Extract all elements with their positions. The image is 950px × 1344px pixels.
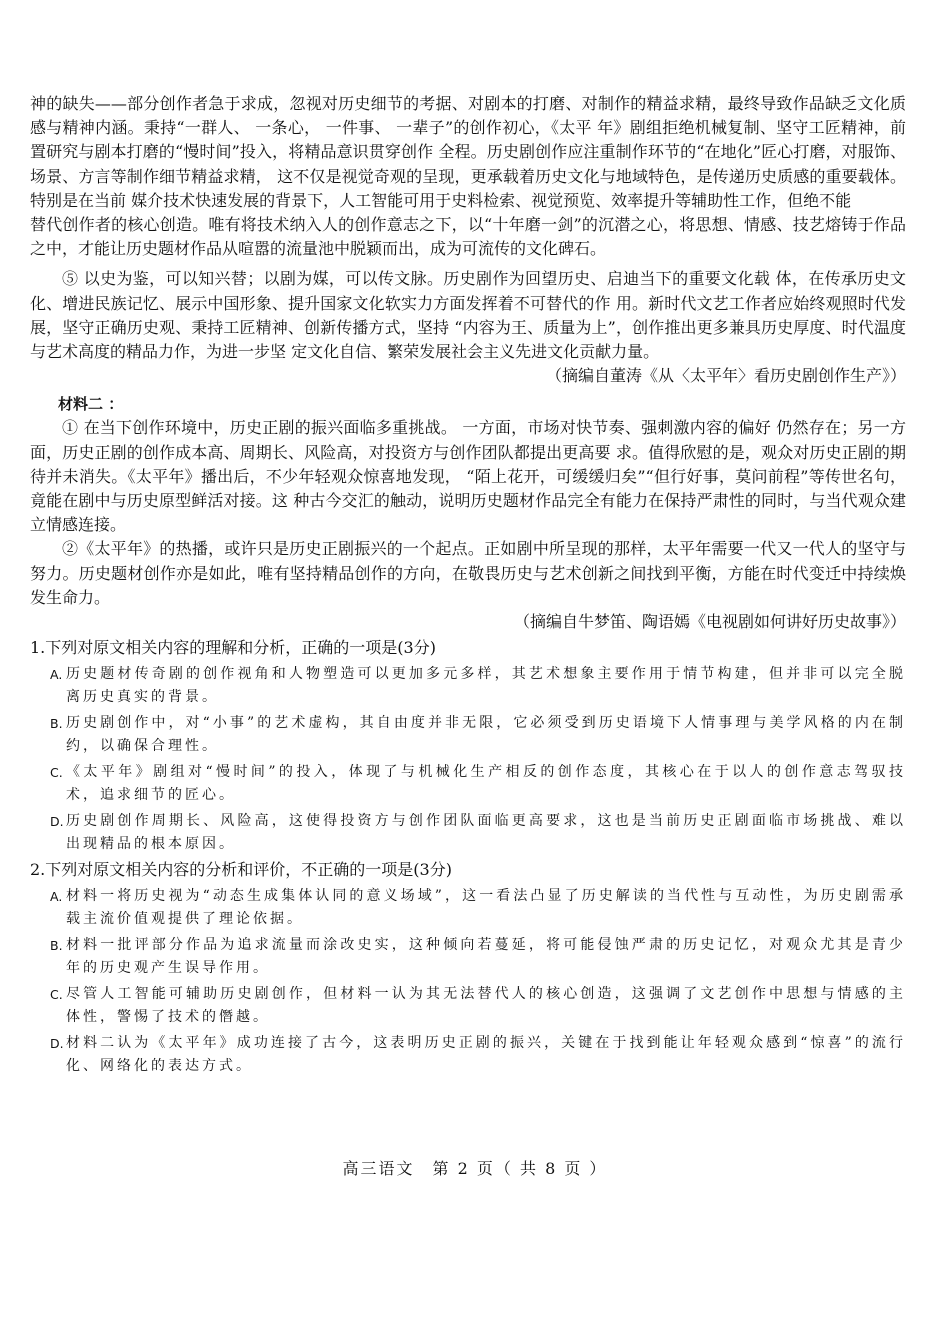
exam-page (30, 92, 906, 1078)
material1-paragraph-continued: 神的缺失——部分创作者急于求成，忽视对历史细节的考据、对剧本的打磨、对制作的精益求精，最终导致作品缺乏文化质感与精神内涵。秉持“一群人、 一条心， 一件事、 一辈子”的创作初心，《太平 年》剧组拒绝机械复制、坚守工匠精神，前置研究与剧本打磨的“慢时间”投入，将精品意识贯穿创作 全程。历史剧创作应注重制作环节的“在地化”匠心打磨，对服饰、场景、方言等制作细节精益求精， 这不仅是视觉奇观的呈现，更承载着历史文化与地域特色，是传递历史质感的重要载体。特别是在当前 媒介技术快速发展的背景下，人工智能可用于史料检索、视觉预览、效率提升等辅助性工作，但绝不能 (30, 94, 906, 210)
option-letter: A. (50, 667, 63, 683)
option-d[interactable] (30, 810, 906, 856)
question-stem: 2.下列对原文相关内容的分析和评价，不正确的一项是(3分) (30, 860, 452, 880)
option-c[interactable] (30, 983, 906, 1029)
option-d[interactable] (30, 1032, 906, 1078)
material2-source: （摘编自牛梦笛、陶语嫣《电视剧如何讲好历史故事》） (513, 612, 906, 632)
option-text: 材料一批评部分作品为追求流量而涂改史实，这种倾向若蔓延，将可能侵蚀严肃的历史记忆，对观众尤其是青少年的历史观产生误导作用。 (66, 937, 906, 977)
material1-source: （摘编自董涛《从〈太平年〉看历史剧创作生产》） (545, 366, 906, 386)
option-text: 历史剧创作周期长、风险高，这使得投资方与创作团队面临更高要求，这也是当前历史正剧面临市场挑战、难以出现精品的根本原因。 (66, 813, 906, 853)
option-letter: C. (50, 987, 63, 1003)
material1-paragraph-continued-2: 替代创作者的核心创造。唯有将技术纳入人的创作意志之下，以“十年磨一剑”的沉潜之心，将思想、情感、技艺熔铸于作品之中，才能让历史题材作品从喧嚣的流量池中脱颖而出，成为可流传的文化碑石。 (30, 215, 906, 259)
option-letter: B. (50, 716, 63, 732)
option-text: 材料一将历史视为“动态生成集体认同的意义场域”，这一看法凸显了历史解读的当代性与互动性，为历史剧需承载主流价值观提供了理论依据。 (66, 888, 906, 928)
question-1 (30, 636, 906, 856)
question-stem: 1.下列对原文相关内容的理解和分析，正确的一项是(3分) (30, 638, 436, 658)
option-b[interactable] (30, 712, 906, 758)
material2-paragraph-1: ① 在当下创作环境中，历史正剧的振兴面临多重挑战。 一方面，市场对快节奏、强刺激内容的偏好 仍然存在；另一方面，历史正剧的创作成本高、周期长、风险高，对投资方与创作团队都提出更高要 求。值得欣慰的是，观众对历史正剧的期待并未消失。《太平年》播出后，不少年轻观众惊喜地发现， “陌上花开，可缓缓归矣”“但行好事，莫问前程”等传世名句，竟能在剧中与历史原型鲜活对接。这 种古今交汇的触动，说明历史题材作品完全有能力在保持严肃性的同时，与当代观众建立情感连接。 (30, 418, 906, 535)
option-text: 《太平年》剧组对“慢时间”的投入，体现了与机械化生产相反的创作态度，其核心在于以人的创作意志驾驭技术，追求细节的匠心。 (66, 764, 906, 804)
option-b[interactable] (30, 934, 906, 980)
material2-paragraph-2: ②《太平年》的热播，或许只是历史正剧振兴的一个起点。正如剧中所呈现的那样，太平年需要一代又一代人的坚守与努力。历史题材创作亦是如此，唯有坚持精品创作的方向，在敬畏历史与艺术创新之间找到平衡，方能在时代变迁中持续焕发生命力。 (30, 539, 906, 607)
option-a[interactable] (30, 663, 906, 709)
option-a[interactable] (30, 885, 906, 931)
material1-paragraph-5: ⑤ 以史为鉴，可以知兴替；以剧为媒，可以传文脉。历史剧作为回望历史、启迪当下的重要文化载 体，在传承历史文化、增进民族记忆、展示中国形象、提升国家文化软实力方面发挥着不可替代的作 用。新时代文艺工作者应始终观照时代发展，坚守正确历史观、秉持工匠精神、创新传播方式，坚持 “内容为王、质量为上”，创作推出更多兼具历史厚度、时代温度与艺术高度的精品力作，为进一步坚 定文化自信、繁荣发展社会主义先进文化贡献力量。 (30, 269, 906, 362)
option-c[interactable] (30, 761, 906, 807)
option-letter: D. (50, 814, 64, 830)
option-letter: C. (50, 765, 63, 781)
question-2 (30, 858, 906, 1078)
option-letter: A. (50, 889, 63, 905)
option-letter: D. (50, 1036, 64, 1052)
option-text: 材料二认为《太平年》成功连接了古今，这表明历史正剧的振兴，关键在于找到能让年轻观众感到“惊喜”的流行化、网络化的表达方式。 (66, 1035, 906, 1075)
page-footer: 高三语文 第 2 页（ 共 8 页 ） (342, 1159, 608, 1178)
option-text: 尽管人工智能可辅助历史剧创作，但材料一认为其无法替代人的核心创造，这强调了文艺创作中思想与情感的主体性，警惕了技术的僭越。 (66, 986, 906, 1026)
option-text: 历史题材传奇剧的创作视角和人物塑造可以更加多元多样，其艺术想象主要作用于情节构建，但并非可以完全脱离历史真实的背景。 (66, 666, 906, 706)
option-text: 历史剧创作中，对“小事”的艺术虚构，其自由度并非无限，它必须受到历史语境下人情事理与美学风格的内在制约，以确保合理性。 (66, 715, 906, 755)
material2-label: 材料二 ： (58, 395, 124, 414)
option-letter: B. (50, 938, 63, 954)
